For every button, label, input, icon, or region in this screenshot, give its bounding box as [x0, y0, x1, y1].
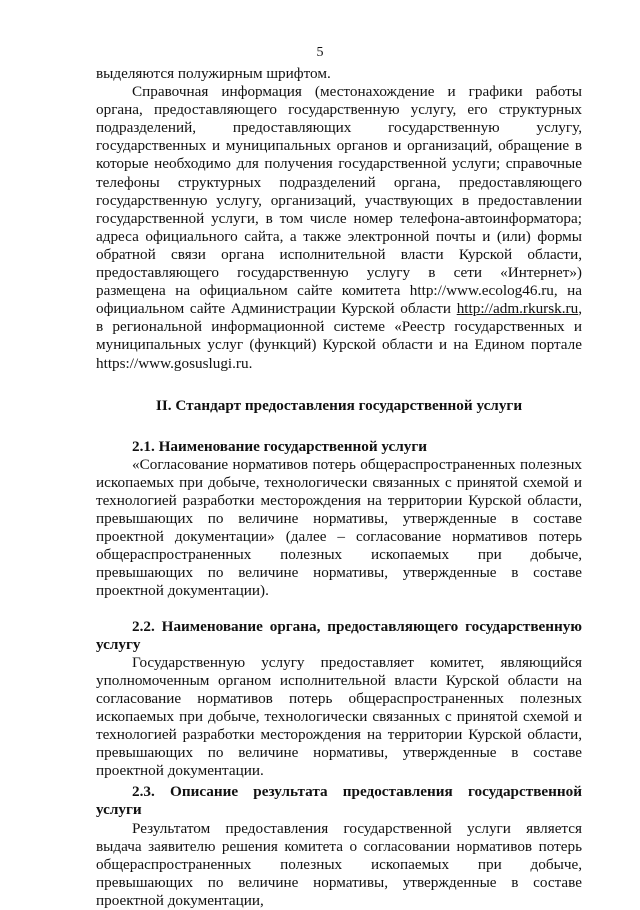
- subsection-2-3-text: Результатом предоставления государственной услуги является выдача заявителю решения комитета о согласовании нормативов потерь общераспространенных полезных ископаемых при добыче, превышающих по величине нормативы, утвержденные в составе проектной документации,: [96, 819, 582, 909]
- adm-rkursk-link[interactable]: http://adm.rkursk.ru: [456, 300, 579, 318]
- subsection-2-1-text: «Согласование нормативов потерь общераспространенных полезных ископаемых при добыче, технологически связанных с принятой схемой и технологией разработки месторождения на территории Курской области, превышающих по величине нормативы, утвержденные в составе проектной документации» (далее – согласование нормативов потерь общераспространенных полезных ископаемых при добыче, превышающих по величине нормативы, утвержденные в составе проектной документации).: [96, 455, 582, 600]
- document-body: [96, 65, 582, 910]
- subsection-2-2-text: Государственную услугу предоставляет комитет, являющийся уполномоченным органом исполнительной власти Курской области на согласование нормативов потерь общераспространенных полезных ископаемых при добыче, технологически связанных с принятой схемой и технологией разработки месторождения на территории Курской области, превышающих по величине нормативы, утвержденные в составе проектной документации.: [96, 653, 582, 780]
- section-heading: II. Стандарт предоставления государственной услуги: [155, 396, 523, 414]
- paragraph-continuation: выделяются полужирным шрифтом.: [96, 65, 331, 82]
- subsection-2-2-heading: 2.2. Наименование органа, предоставляющего государственную услугу: [96, 617, 582, 653]
- paragraph-reference-info: [96, 83, 582, 373]
- page-number: 5: [316, 45, 324, 60]
- paragraph-text-part: Справочная информация (местонахождение и графики работы органа, предоставляющего государственную услугу, его структурных подразделений, предоставляющих государственную услугу, государственных и муниципальных органов и организаций, обращение в которые необходимо для получения государственной услуги; справочные телефоны структурных подразделений органа, предоставляющего государственную услугу, организаций, участвующих в предоставлении государственной услуги, в том числе номер телефона-автоинформатора; адреса официального сайта, а также электронной почты и (или) формы обратной связи органа исполнительной власти Курской области, предоставляющего государственную услугу в сети «Интернет») размещена на официальном сайте комитета http://www.ecolog46.ru, на официальном сайте Администрации Курской области: [96, 83, 582, 318]
- paragraph-text-part: , в региональной информационной системе «Реестр государственных и муниципальных услуг (функций) Курской области и на Едином портале https://www.gosuslugi.ru.: [96, 300, 582, 372]
- subsection-2-3-heading: 2.3. Описание результата предоставления государственной услуги: [96, 783, 582, 819]
- subsection-2-1-heading: 2.1. Наименование государственной услуги: [132, 437, 428, 455]
